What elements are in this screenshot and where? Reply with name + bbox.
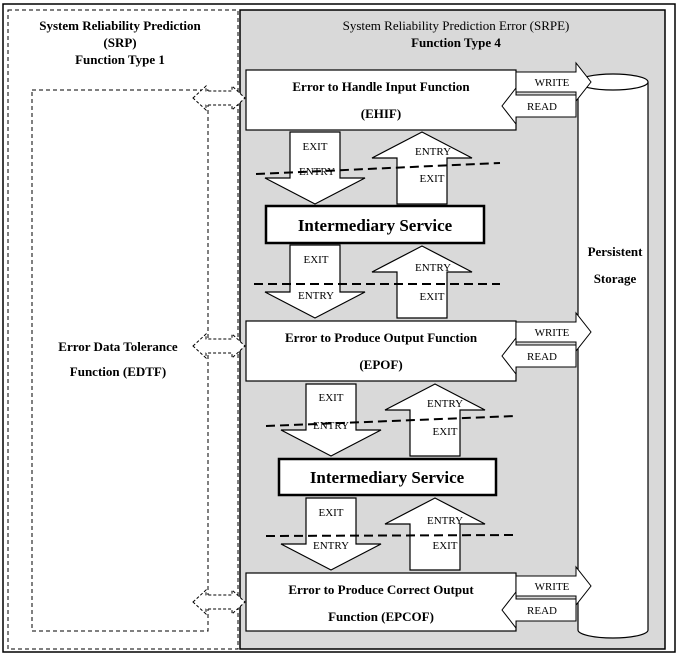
edtf-line1: Error Data Tolerance [58, 339, 178, 354]
exit-label-d2: EXIT [432, 540, 458, 552]
read-label-3: READ [527, 605, 557, 617]
entry-label-a2: ENTRY [414, 146, 452, 158]
write-label-3: WRITE [534, 581, 570, 593]
write-label-2: WRITE [534, 327, 570, 339]
exit-label-a2: EXIT [419, 173, 445, 185]
intermediary-label-1: Intermediary Service [297, 216, 453, 235]
edtf-line2: Function (EDTF) [69, 364, 167, 379]
intermediary-label-2: Intermediary Service [309, 468, 465, 487]
epof-line2: (EPOF) [359, 357, 403, 372]
storage-line2: Storage [593, 271, 637, 286]
exit-label-d: EXIT [318, 507, 344, 519]
exit-label-b2: EXIT [419, 291, 445, 303]
read-label-1: READ [527, 101, 557, 113]
persistent-storage [578, 74, 648, 638]
edtf-box [32, 90, 208, 631]
ehif-line2: (EHIF) [360, 106, 402, 121]
entry-label-b2: ENTRY [414, 262, 452, 274]
exit-label-c: EXIT [318, 392, 344, 404]
write-label-1: WRITE [534, 77, 570, 89]
storage-line1: Persistent [587, 244, 643, 259]
entry-label-b: ENTRY [297, 290, 335, 302]
ehif-line1: Error to Handle Input Function [292, 79, 470, 94]
entry-label-d: ENTRY [312, 540, 350, 552]
intermediary-service-2 [279, 459, 496, 495]
srpe-title-line2: Function Type 4 [411, 35, 501, 50]
exit-label-a: EXIT [302, 141, 328, 153]
epcof-line2: Function (EPCOF) [328, 609, 434, 624]
srp-title-line1: System Reliability Prediction [39, 18, 201, 33]
edtf-link-arrow-3 [193, 590, 245, 614]
function-box-epcof [246, 573, 516, 631]
entry-label-a: ENTRY [298, 166, 336, 178]
function-box-epof [246, 321, 516, 381]
exit-label-b: EXIT [303, 254, 329, 266]
entry-label-c: ENTRY [312, 420, 350, 432]
edtf-link-arrow-2 [193, 334, 245, 358]
entry-label-d2: ENTRY [426, 515, 464, 527]
srp-title-line3: Function Type 1 [75, 52, 165, 67]
srpe-title-line1: System Reliability Prediction Error (SRPE) [342, 18, 570, 33]
epcof-line1: Error to Produce Correct Output [288, 582, 474, 597]
intermediary-service-1 [266, 206, 484, 243]
srp-title-line2: (SRP) [103, 35, 137, 50]
epof-line1: Error to Produce Output Function [284, 330, 478, 345]
read-label-2: READ [527, 351, 557, 363]
function-box-ehif [246, 70, 516, 130]
exit-label-c2: EXIT [432, 426, 458, 438]
entry-label-c2: ENTRY [426, 398, 464, 410]
